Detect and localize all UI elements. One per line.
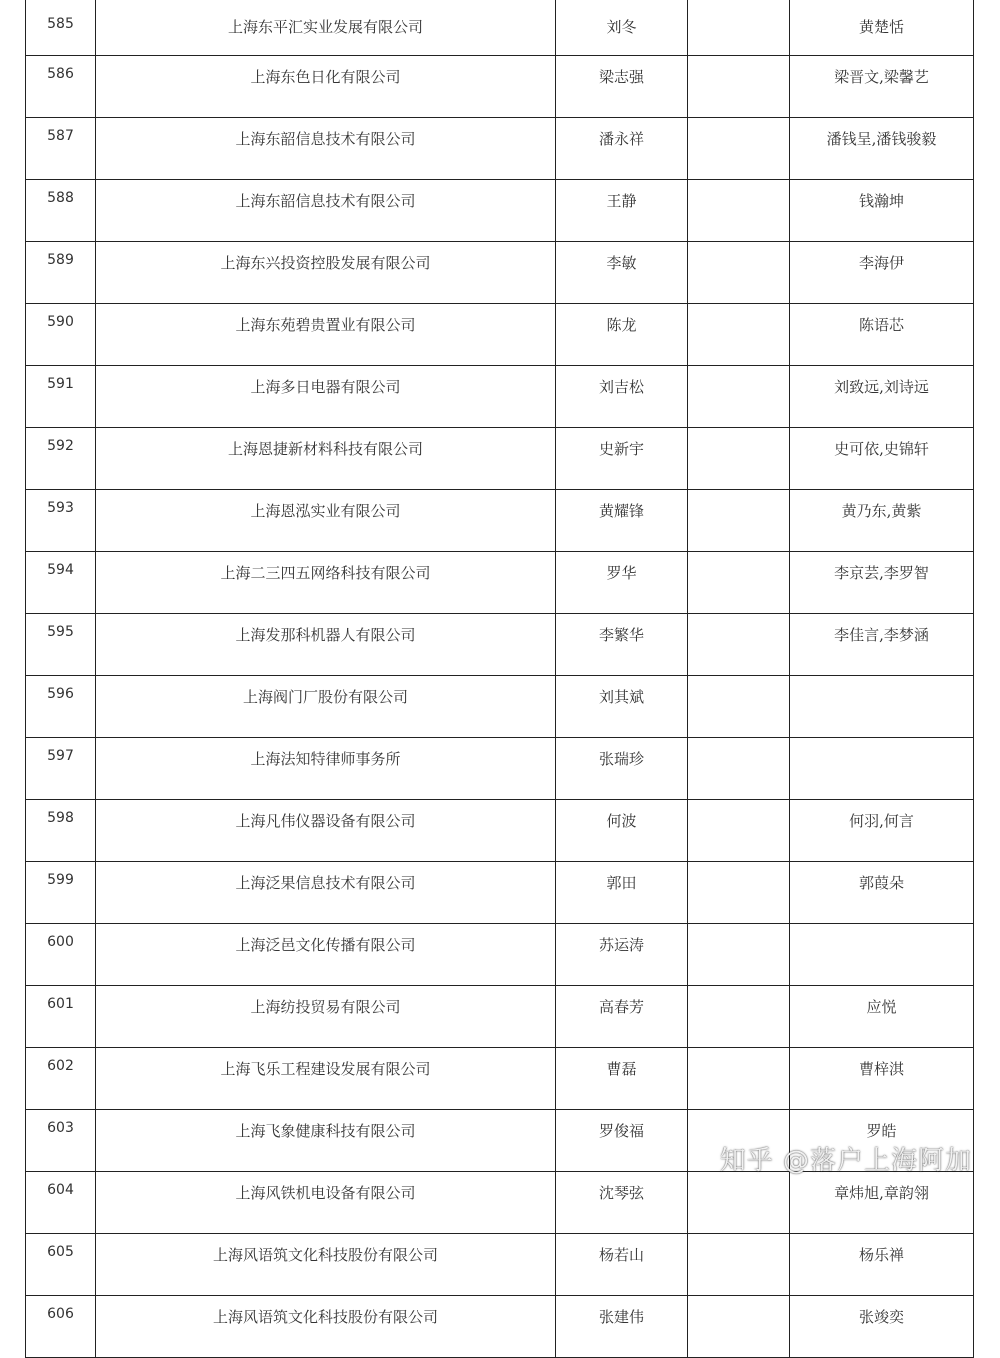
blank-cell: [688, 1234, 790, 1296]
applicant-name: 王静: [556, 180, 688, 242]
family-members: 刘致远,刘诗远: [790, 366, 974, 428]
company-name: 上海风语筑文化科技股份有限公司: [96, 1296, 556, 1358]
blank-cell: [688, 242, 790, 304]
table-row: [26, 1296, 974, 1358]
table-row: [26, 924, 974, 986]
row-number: 595: [26, 614, 96, 676]
blank-cell: [688, 924, 790, 986]
family-members: 李海伊: [790, 242, 974, 304]
applicant-name: 李敏: [556, 242, 688, 304]
company-name: 上海发那科机器人有限公司: [96, 614, 556, 676]
applicant-name: 潘永祥: [556, 118, 688, 180]
family-members: 黄乃东,黄紫: [790, 490, 974, 552]
applicant-name: 沈琴弦: [556, 1172, 688, 1234]
blank-cell: [688, 614, 790, 676]
row-number: 591: [26, 366, 96, 428]
family-members: 黄楚恬: [790, 0, 974, 56]
blank-cell: [688, 490, 790, 552]
table-row: [26, 366, 974, 428]
row-number: 603: [26, 1110, 96, 1172]
blank-cell: [688, 304, 790, 366]
company-name: 上海泛邑文化传播有限公司: [96, 924, 556, 986]
company-name: 上海飞象健康科技有限公司: [96, 1110, 556, 1172]
table-row: [26, 242, 974, 304]
family-members: 曹梓淇: [790, 1048, 974, 1110]
row-number: 592: [26, 428, 96, 490]
zhihu-watermark: 知乎 @落户上海阿加: [719, 1146, 972, 1176]
family-members: 张竣奕: [790, 1296, 974, 1358]
applicant-name: 黄耀锋: [556, 490, 688, 552]
row-number: 602: [26, 1048, 96, 1110]
family-members: 章炜旭,章韵翎: [790, 1172, 974, 1234]
blank-cell: [688, 1296, 790, 1358]
blank-cell: [688, 800, 790, 862]
company-name: 上海阀门厂股份有限公司: [96, 676, 556, 738]
family-members: 杨乐禅: [790, 1234, 974, 1296]
row-number: 594: [26, 552, 96, 614]
family-members: [790, 738, 974, 800]
family-members: 钱瀚坤: [790, 180, 974, 242]
row-number: 605: [26, 1234, 96, 1296]
table-row: [26, 304, 974, 366]
row-number: 596: [26, 676, 96, 738]
row-number: 606: [26, 1296, 96, 1358]
applicant-name: 梁志强: [556, 56, 688, 118]
table-row: [26, 0, 974, 56]
company-name: 上海法知特律师事务所: [96, 738, 556, 800]
row-number: 586: [26, 56, 96, 118]
applicant-name: 史新宇: [556, 428, 688, 490]
blank-cell: [688, 862, 790, 924]
row-number: 600: [26, 924, 96, 986]
applicant-name: 杨若山: [556, 1234, 688, 1296]
applicant-name: 罗俊福: [556, 1110, 688, 1172]
blank-cell: [688, 986, 790, 1048]
company-name: 上海纺投贸易有限公司: [96, 986, 556, 1048]
blank-cell: [688, 676, 790, 738]
blank-cell: [688, 118, 790, 180]
table-row: [26, 1172, 974, 1234]
table-row: [26, 738, 974, 800]
company-name: 上海东韶信息技术有限公司: [96, 180, 556, 242]
table-row: [26, 862, 974, 924]
company-name: 上海泛果信息技术有限公司: [96, 862, 556, 924]
company-name: 上海风铁机电设备有限公司: [96, 1172, 556, 1234]
family-members: 李佳言,李梦涵: [790, 614, 974, 676]
company-name: 上海凡伟仪器设备有限公司: [96, 800, 556, 862]
row-number: 589: [26, 242, 96, 304]
company-name: 上海东韶信息技术有限公司: [96, 118, 556, 180]
company-name: 上海东色日化有限公司: [96, 56, 556, 118]
table-row: [26, 56, 974, 118]
applicant-name: 罗华: [556, 552, 688, 614]
table-row: [26, 1048, 974, 1110]
blank-cell: [688, 180, 790, 242]
family-members: 何羽,何言: [790, 800, 974, 862]
family-members: 陈语芯: [790, 304, 974, 366]
blank-cell: [688, 56, 790, 118]
blank-cell: [688, 366, 790, 428]
applicant-name: 刘其斌: [556, 676, 688, 738]
applicant-name: 苏运涛: [556, 924, 688, 986]
company-name: 上海东平汇实业发展有限公司: [96, 0, 556, 56]
row-number: 593: [26, 490, 96, 552]
row-number: 585: [26, 0, 96, 56]
row-number: 590: [26, 304, 96, 366]
blank-cell: [688, 552, 790, 614]
company-name: 上海二三四五网络科技有限公司: [96, 552, 556, 614]
family-members: 史可依,史锦轩: [790, 428, 974, 490]
applicant-name: 刘冬: [556, 0, 688, 56]
blank-cell: [688, 738, 790, 800]
table-row: [26, 118, 974, 180]
family-members: 梁晋文,梁馨艺: [790, 56, 974, 118]
blank-cell: [688, 1048, 790, 1110]
family-members: [790, 924, 974, 986]
row-number: 604: [26, 1172, 96, 1234]
company-name: 上海东兴投资控股发展有限公司: [96, 242, 556, 304]
table-row: [26, 552, 974, 614]
company-name: 上海飞乐工程建设发展有限公司: [96, 1048, 556, 1110]
family-members: 罗皓: [790, 1110, 974, 1172]
row-number: 597: [26, 738, 96, 800]
applicant-name: 刘吉松: [556, 366, 688, 428]
row-number: 601: [26, 986, 96, 1048]
applicant-name: 何波: [556, 800, 688, 862]
family-members: [790, 676, 974, 738]
table-row: [26, 614, 974, 676]
table-row: [26, 180, 974, 242]
blank-cell: [688, 1172, 790, 1234]
applicant-name: 郭田: [556, 862, 688, 924]
table-row: [26, 986, 974, 1048]
company-name: 上海恩泓实业有限公司: [96, 490, 556, 552]
company-name: 上海多日电器有限公司: [96, 366, 556, 428]
family-members: 郭葭朵: [790, 862, 974, 924]
applicant-name: 曹磊: [556, 1048, 688, 1110]
applicant-name: 张建伟: [556, 1296, 688, 1358]
row-number: 587: [26, 118, 96, 180]
table-row: [26, 800, 974, 862]
applicant-name: 高春芳: [556, 986, 688, 1048]
table-row: [26, 490, 974, 552]
row-number: 598: [26, 800, 96, 862]
table-row: [26, 428, 974, 490]
table-row: [26, 676, 974, 738]
row-number: 588: [26, 180, 96, 242]
table-row: [26, 1234, 974, 1296]
applicant-name: 李繁华: [556, 614, 688, 676]
blank-cell: [688, 428, 790, 490]
family-members: 潘钱呈,潘钱骏毅: [790, 118, 974, 180]
family-members: 李京芸,李罗智: [790, 552, 974, 614]
blank-cell: [688, 0, 790, 56]
applicant-name: 陈龙: [556, 304, 688, 366]
company-name: 上海恩捷新材料科技有限公司: [96, 428, 556, 490]
company-name: 上海风语筑文化科技股份有限公司: [96, 1234, 556, 1296]
applicant-name: 张瑞珍: [556, 738, 688, 800]
family-members: 应悦: [790, 986, 974, 1048]
row-number: 599: [26, 862, 96, 924]
company-name: 上海东苑碧贵置业有限公司: [96, 304, 556, 366]
